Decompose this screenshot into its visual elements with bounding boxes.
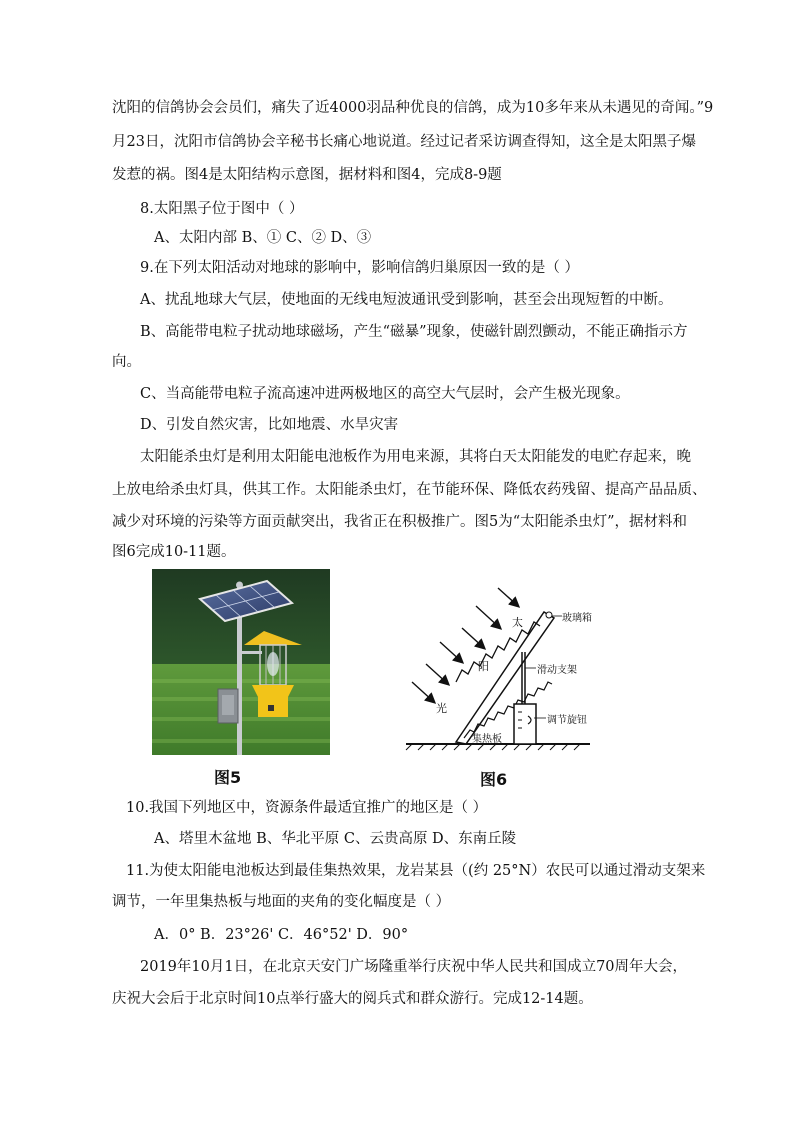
label-sun-char-1: 太 (512, 616, 523, 629)
paragraph-3-line-1: 2019年10月1日，在北京天安门广场隆重举行庆祝中华人民共和国成立70周年大会， (140, 959, 688, 975)
question-11-options: A．0° B．23°26' C．46°52' D．90° (154, 927, 409, 943)
figure-6-label: 图6 (480, 770, 508, 789)
label-glass-box: 玻璃箱 (562, 613, 592, 624)
question-9-stem: 9.在下列太阳活动对地球的影响中，影响信鸽归巢原因一致的是（ ） (140, 260, 579, 276)
label-adjust-knob: 调节旋钮 (547, 715, 587, 726)
figure-5-label: 图5 (214, 768, 242, 787)
paragraph-2-line-3: 减少对环境的污染等方面贡献突出，我省正在积极推广。图5为“太阳能杀虫灯”，据材料和 (112, 514, 688, 530)
question-11-stem-line-2: 调节，一年里集热板与地面的夹角的变化幅度是（ ） (112, 894, 451, 910)
solar-collector-diagram (404, 582, 596, 752)
question-10-options: A、塔里木盆地 B、华北平原 C、云贵高原 D、东南丘陵 (154, 831, 517, 847)
intro-line-2: 月23日，沈阳市信鸽协会辛秘书长痛心地说道。经过记者采访调查得知，这全是太阳黑子爆 (112, 134, 696, 150)
intro-line-1: 沈阳的信鸽协会会员们，痛失了近4000羽品种优良的信鸽，成为10多年来从未遇见的奇闻。”9 (112, 100, 714, 116)
paragraph-3-line-2: 庆祝大会后于北京时间10点举行盛大的阅兵式和群众游行。完成12-14题。 (112, 991, 593, 1007)
paragraph-2-line-1: 太阳能杀虫灯是利用太阳能电池板作为用电来源，其将白天太阳能发的电贮存起来，晚 (140, 449, 691, 465)
question-9-option-a: A、扰乱地球大气层，使地面的无线电短波通讯受到影响，甚至会出现短暂的中断。 (140, 292, 673, 308)
question-10-stem: 10.我国下列地区中，资源条件最适宜推广的地区是（ ） (126, 800, 488, 816)
question-9-option-d: D、引发自然灾害，比如地震、水旱灾害 (140, 417, 399, 433)
intro-line-3: 发惹的祸。图4是太阳结构示意图，据材料和图4，完成8-9题 (112, 167, 502, 183)
label-sliding-support: 滑动支架 (537, 665, 577, 676)
question-11-stem-line-1: 11.为使太阳能电池板达到最佳集热效果，龙岩某县（(约 25°N）农民可以通过滑动支架来 (126, 863, 706, 879)
paragraph-2-line-2: 上放电给杀虫灯具，供其工作。太阳能杀虫灯，在节能环保、降低农药残留、提高产品品质、 (112, 482, 707, 498)
question-9-option-c: C、当高能带电粒子流高速冲进两极地区的高空大气层时，会产生极光现象。 (140, 386, 630, 402)
question-9-option-b-line-2: 向。 (112, 354, 141, 370)
label-collector-panel: 集热板 (472, 734, 502, 745)
solar-insect-lamp-photo (152, 569, 330, 755)
paragraph-2-line-4: 图6完成10-11题。 (112, 544, 236, 560)
question-8-stem: 8.太阳黑子位于图中（ ） (140, 201, 304, 217)
label-sun-char-2: 阳 (478, 660, 489, 673)
label-sun-char-3: 光 (436, 702, 447, 715)
question-9-option-b-line-1: B、高能带电粒子扰动地球磁场，产生“磁暴”现象，使磁针剧烈颤动，不能正确指示方 (140, 324, 688, 340)
question-8-options: A、太阳内部 B、① C、② D、③ (154, 230, 372, 246)
